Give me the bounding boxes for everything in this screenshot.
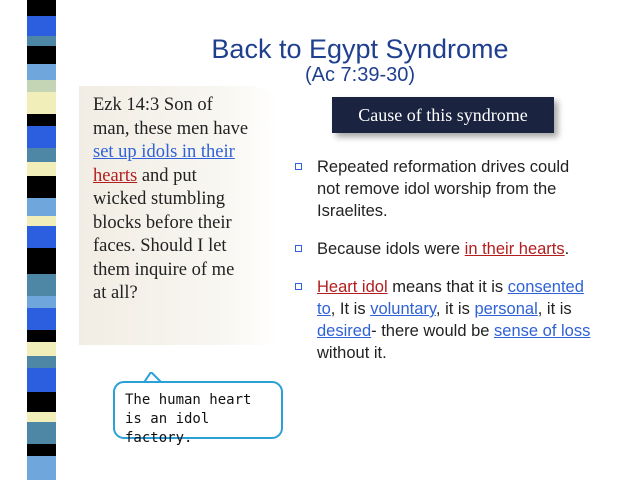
callout-text: is an idol factory. bbox=[125, 411, 210, 446]
bullet-text bbox=[317, 320, 622, 342]
bullet-text bbox=[317, 298, 622, 320]
bullet-text-span: , it is bbox=[537, 300, 572, 318]
link-voluntary[interactable]: voluntary bbox=[370, 300, 436, 318]
quote-line: wicked stumbling bbox=[93, 189, 226, 209]
bullet-text-span: Because idols were bbox=[317, 240, 465, 258]
scripture-quote-box bbox=[79, 86, 278, 345]
bullet-text: not remove idol worship from the bbox=[317, 180, 557, 198]
bullet-text-span: - there would be bbox=[371, 322, 495, 340]
link-consented[interactable]: consented bbox=[507, 278, 584, 296]
quote-text: and put bbox=[137, 165, 197, 186]
bullet-item bbox=[292, 276, 622, 364]
bullet-text: without it. bbox=[317, 344, 387, 362]
quote-line: man, these men have bbox=[93, 118, 249, 139]
bullet-text bbox=[317, 238, 622, 260]
bullet-text-span: , it is bbox=[435, 300, 475, 318]
bullet-item bbox=[292, 156, 622, 222]
link-personal[interactable]: personal bbox=[474, 300, 538, 318]
slide-subtitle: (Ac 7:39-30) bbox=[304, 64, 416, 86]
link-sense-of-loss[interactable]: sense of loss bbox=[494, 322, 591, 340]
quote-line: Ezk 14:3 Son of bbox=[93, 95, 213, 115]
quote-line: faces. Should I let bbox=[93, 236, 227, 256]
slide-title: Back to Egypt Syndrome bbox=[211, 34, 509, 64]
link-desired[interactable]: desired bbox=[317, 322, 372, 340]
callout-bubble bbox=[113, 381, 283, 446]
link-heart-idol[interactable]: Heart idol bbox=[317, 278, 388, 296]
quote-line: them inquire of me bbox=[93, 259, 235, 280]
bullet-item bbox=[292, 238, 622, 260]
quote-line: at all? bbox=[93, 283, 138, 303]
cause-header: Cause of this syndrome bbox=[332, 97, 554, 133]
link-to[interactable]: to bbox=[317, 300, 331, 318]
square-bullet-icon bbox=[295, 245, 302, 252]
quote-line bbox=[93, 141, 270, 165]
callout-text: The human heart bbox=[125, 392, 252, 408]
link-in-their-hearts[interactable]: in their hearts bbox=[464, 240, 565, 258]
quote-link-idols[interactable]: set up idols in their bbox=[93, 142, 235, 162]
bullet-text-span: , It is bbox=[330, 300, 371, 318]
bullet-text: Israelites. bbox=[317, 202, 388, 220]
bullet-text: Repeated reformation drives could bbox=[317, 158, 570, 176]
bullet-text-span: means that it is bbox=[387, 278, 508, 296]
decorative-color-strip bbox=[27, 0, 56, 480]
square-bullet-icon bbox=[295, 283, 302, 290]
quote-line: blocks before their bbox=[93, 212, 232, 233]
quote-link-hearts[interactable]: hearts bbox=[93, 165, 138, 186]
bullet-text bbox=[317, 276, 622, 298]
bullet-list bbox=[292, 156, 622, 380]
square-bullet-icon bbox=[295, 163, 302, 170]
bullet-text-span: . bbox=[564, 240, 570, 258]
quote-line bbox=[93, 165, 270, 189]
